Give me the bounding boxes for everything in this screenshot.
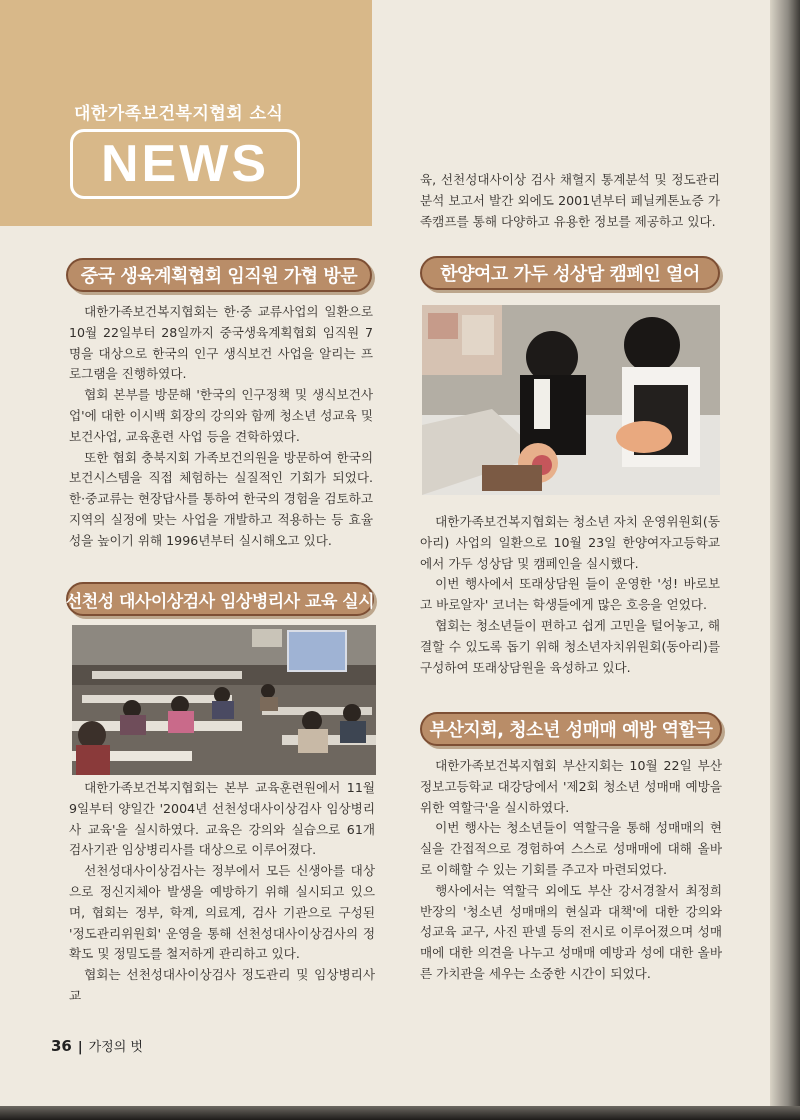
page-edge-shadow <box>770 0 800 1120</box>
article-body-metabolic-test <box>69 778 375 1007</box>
page-bottom-shadow <box>0 1106 800 1120</box>
article-heading-busan-roleplay: 부산지회, 청소년 성매매 예방 역할극 <box>420 712 722 746</box>
section-title: 대한가족보건복지협회 소식 <box>74 104 284 124</box>
paragraph: 이번 행사에서 또래상담원 들이 운영한 '성! 바로보고 바로알자' 코너는 학생들에게 많은 호응을 얻었다. <box>420 576 720 613</box>
article-body-busan-roleplay <box>420 756 722 985</box>
paragraph: 협회 본부를 방문해 '한국의 인구정책 및 생식보건사업'에 대한 이시백 회장의 강의와 함께 청소년 성교육 및 보건사업, 교육훈련 사업 등을 견학하였다. <box>69 387 373 444</box>
magazine-title: 가정의 벗 <box>88 1040 143 1055</box>
article-body-hanyang-campaign <box>420 512 720 678</box>
paragraph: 육, 선천성대사이상 검사 채혈지 통계분석 및 정도관리분석 보고서 발간 외에도 2001년부터 페닐케톤뇨증 가족캠프를 통해 다양하고 유용한 정보를 제공하고 있다. <box>420 172 720 229</box>
news-header-block <box>0 0 372 226</box>
paragraph: 대한가족보건복지협회는 본부 교육훈련원에서 11월 9일부터 양일간 '2004년 선천성대사이상검사 임상병리사 교육'을 실시하였다. 교육은 강의와 실습으로 61개 검사기관 임상병리사를 대상으로 이루어졌다. <box>69 780 375 858</box>
campaign-photo <box>422 305 720 495</box>
paragraph: 대한가족보건복지협회 부산지회는 10월 22일 부산정보고등학교 대강당에서 '제2회 청소년 성매매 예방을 위한 역할극'을 실시하였다. <box>420 758 722 815</box>
article-heading-metabolic-test: 선천성 대사이상검사 임상병리사 교육 실시 <box>66 582 374 616</box>
paragraph: 이번 행사는 청소년들이 역할극을 통해 성매매의 현실을 간접적으로 경험하여 스스로 성매매에 대해 올바로 이해할 수 있는 기회를 주고자 마련되었다. <box>420 820 722 877</box>
paragraph: 선천성대사이상검사는 정부에서 모든 신생아를 대상으로 정신지체아 발생을 예방하기 위해 실시되고 있으며, 협회는 정부, 학계, 의료계, 검사 기관으로 구성된 '정도관리위원회' 운영을 통해 선천성대사이상검사의 정확도 및 정밀도를 철저하게 관리하고 있다. <box>69 863 375 962</box>
article-heading-hanyang-campaign: 한양여고 가두 성상담 캠페인 열어 <box>420 256 720 290</box>
page-number: 36 <box>51 1037 72 1055</box>
paragraph: 행사에서는 역할극 외에도 부산 강서경찰서 최정희 반장의 '청소년 성매매의 현실과 대책'에 대한 강의와 성교육 교구, 사진 판넬 등의 전시로 이루어졌으며 성매매에 대한 의견을 나누고 성매매 예방과 성에 대한 올바른 가치관을 세우는 소중한 시간이 되었다. <box>420 882 722 981</box>
paragraph: 협회는 청소년들이 편하고 쉽게 고민을 털어놓고, 해결할 수 있도록 돕기 위해 청소년자치위원회(동아리)를 구성하여 또래상담원을 육성하고 있다. <box>420 617 720 675</box>
article-body-continuation <box>420 170 720 232</box>
paragraph: 대한가족보건복지협회는 한·중 교류사업의 일환으로 10월 22일부터 28일까지 중국생육계획협회 임직원 7명을 대상으로 한국의 인구 생식보건 사업을 알리는 프로그램을 진행하였다. <box>69 304 373 382</box>
page-footer <box>51 1036 143 1055</box>
article-body-china-visit <box>69 302 373 552</box>
paragraph: 협회는 선천성대사이상검사 정도관리 및 임상병리사 교 <box>69 967 375 1003</box>
footer-separator: | <box>77 1040 83 1055</box>
article-heading-china-visit: 중국 생육계획협회 임직원 가협 방문 <box>66 258 372 292</box>
paragraph: 대한가족보건복지협회는 청소년 자치 운영위원회(동아리) 사업의 일환으로 10월 23일 한양여자고등학교에서 가두 성상담 및 캠페인을 실시했다. <box>420 514 720 571</box>
paragraph: 또한 협회 충북지회 가족보건의원을 방문하여 한국의 보건시스템을 직접 체험하는 실질적인 기회가 되었다. 한·중교류는 현장답사를 통하여 한국의 경험을 검토하고 지역의 실정에 맞는 사업을 개발하고 적용하는 등 효율성을 높이기 위해 1996년부터 실시해오고 있다. <box>69 449 373 548</box>
news-badge: NEWS <box>70 129 300 199</box>
training-session-photo <box>72 625 376 775</box>
